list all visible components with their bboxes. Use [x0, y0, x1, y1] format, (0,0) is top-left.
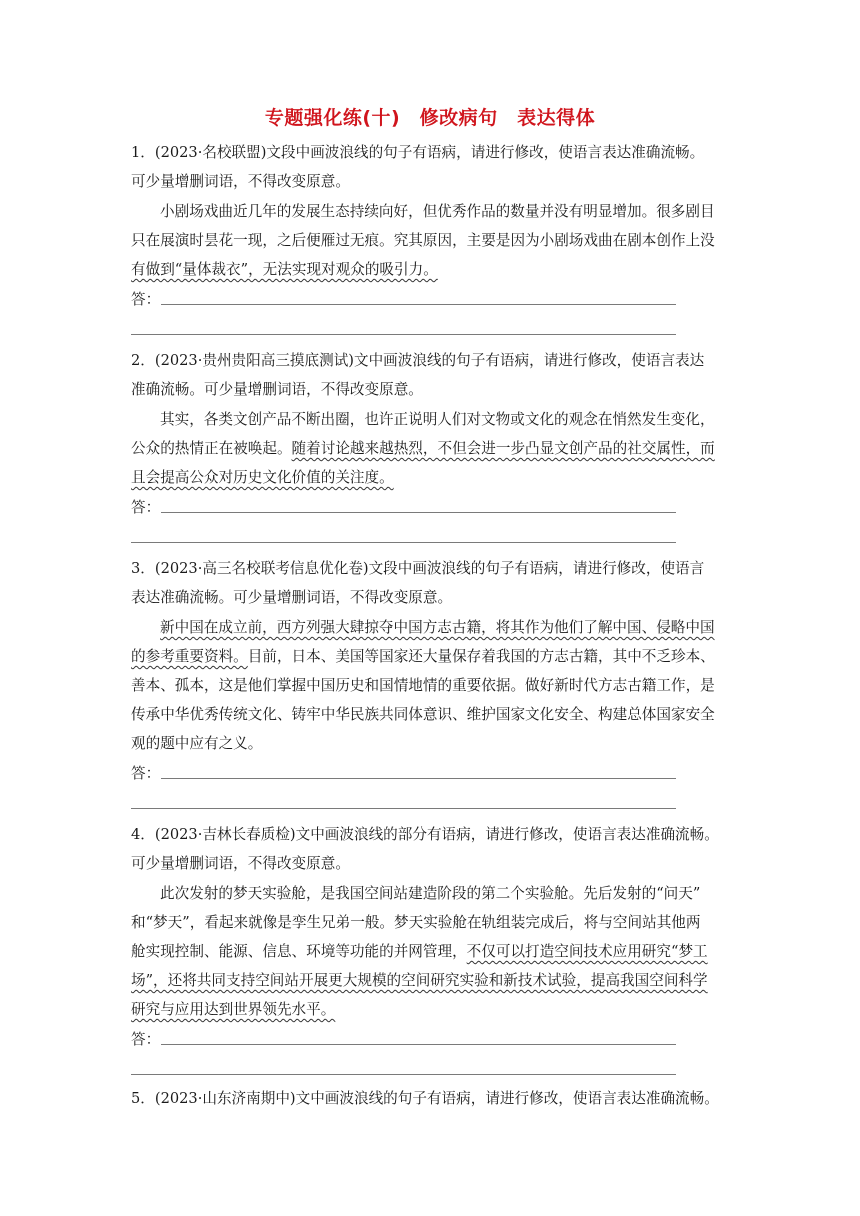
answer-line: [161, 778, 676, 779]
passage-line: [131, 439, 731, 459]
wavy-underlined-sentence: 有做到“量体裁衣”，无法实现对观众的吸引力。: [131, 261, 438, 278]
question-prompt-line: 1．(2023·名校联盟)文段中画波浪线的句子有语病，请进行修改，使语言表达准确流畅。: [131, 144, 705, 161]
answer-label: 答：: [131, 499, 161, 516]
answer-field[interactable]: [131, 498, 676, 518]
passage-line: [160, 618, 731, 638]
answer-label: 答：: [131, 291, 161, 308]
question-prompt-line: 2．(2023·贵州贵阳高三摸底测试)文中画波浪线的句子有语病，请进行修改，使语言表达: [131, 352, 705, 369]
question-prompt-line: 3．(2023·高三名校联考信息优化卷)文段中画波浪线的句子有语病，请进行修改，使语言: [131, 560, 705, 577]
wavy-underlined-sentence: 新中国在成立前，西方列强大肆掠夺中国方志古籍，将其作为他们了解中国、侵略中国: [160, 619, 715, 636]
wavy-underlined-sentence: 且会提高公众对历史文化价值的关注度。: [131, 469, 394, 486]
passage-line: 只在展演时昙花一现，之后便雁过无痕。究其原因，主要是因为小剧场戏曲在剧本创作上没: [131, 232, 715, 249]
answer-field[interactable]: [131, 1030, 676, 1050]
answer-line: [161, 512, 676, 513]
page-title: 专题强化练(十) 修改病句 表达得体: [264, 107, 596, 129]
wavy-underlined-sentence: 不仅可以打造空间技术应用研究“梦工: [466, 943, 708, 960]
passage-line: 此次发射的梦天实验舱，是我国空间站建造阶段的第二个实验舱。先后发射的“问天”: [160, 885, 701, 902]
question-prompt-line: 4．(2023·吉林长春质检)文中画波浪线的部分有语病，请进行修改，使语言表达准确流畅。: [131, 826, 719, 843]
passage-line: [131, 1000, 731, 1020]
answer-label: 答：: [131, 1031, 161, 1048]
question-prompt-line: 可少量增删词语，不得改变原意。: [131, 173, 350, 190]
wavy-underlined-sentence: 研究与应用达到世界领先水平。: [131, 1001, 336, 1018]
passage-line: 传承中华优秀传统文化、铸牢中华民族共同体意识、维护国家文化安全、构建总体国家安全: [131, 706, 715, 723]
question-prompt-line: 准确流畅。可少量增删词语，不得改变原意。: [131, 381, 423, 398]
passage-text: 目前，日本、美国等国家还大量保存着我国的方志古籍，其中不乏珍本、: [247, 648, 715, 665]
passage-line: [131, 647, 731, 667]
answer-field[interactable]: [131, 764, 676, 784]
passage-line: [131, 942, 731, 962]
answer-line: [161, 304, 676, 305]
question-prompt-line: 表达准确流畅。可少量增删词语，不得改变原意。: [131, 589, 453, 606]
answer-label: 答：: [131, 765, 161, 782]
passage-line: 其实，各类文创产品不断出圈，也许正说明人们对文物或文化的观念在悄然发生变化，: [160, 411, 715, 428]
answer-line: [131, 1074, 676, 1075]
passage-line: 和“梦天”，看起来就像是孪生兄弟一般。梦天实验舱在轨组装完成后，将与空间站其他两: [131, 914, 701, 931]
passage-text: 公众的热情正在被唤起。: [131, 440, 292, 457]
question-prompt-line: 5．(2023·山东济南期中)文中画波浪线的句子有语病，请进行修改，使语言表达准确流畅。: [131, 1090, 719, 1107]
answer-field[interactable]: [131, 290, 676, 310]
passage-text: 舱实现控制、能源、信息、环境等功能的并网管理，: [131, 943, 467, 960]
passage-line: 善本、孤本，这是他们掌握中国历史和国情地情的重要依据。做好新时代方志古籍工作，是: [131, 677, 715, 694]
wavy-underlined-sentence: 的参考重要资料。: [131, 648, 248, 665]
passage-line: [131, 468, 731, 488]
answer-line: [131, 542, 676, 543]
answer-line: [131, 334, 676, 335]
passage-line: [131, 260, 731, 280]
wavy-underlined-sentence: 随着讨论越来越热烈，不但会进一步凸显文创产品的社交属性，而: [291, 440, 715, 457]
passage-line: 观的题中应有之义。: [131, 735, 263, 752]
answer-line: [131, 808, 676, 809]
wavy-underlined-sentence: 场”，还将共同支持空间站开展更大规模的空间研究实验和新技术试验，提高我国空间科学: [131, 972, 708, 989]
question-prompt-line: 可少量增删词语，不得改变原意。: [131, 855, 350, 872]
answer-line: [161, 1044, 676, 1045]
passage-line: [131, 971, 731, 991]
passage-line: 小剧场戏曲近几年的发展生态持续向好，但优秀作品的数量并没有明显增加。很多剧目: [160, 203, 715, 220]
